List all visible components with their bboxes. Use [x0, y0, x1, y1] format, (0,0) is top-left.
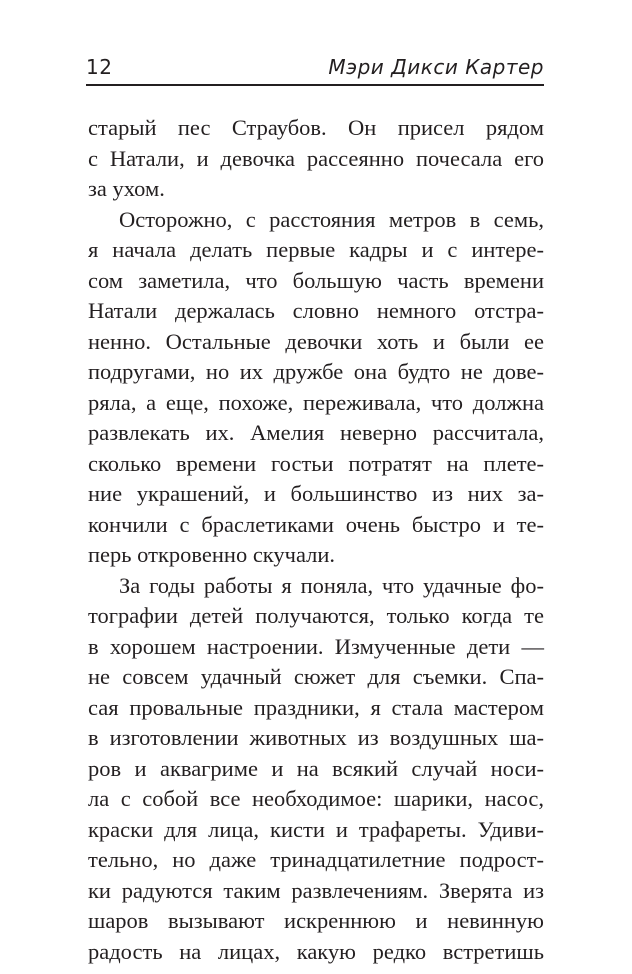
text-line: тографии детей получаются, только когда те: [88, 603, 544, 628]
text-line: сая провальные праздники, я стала мастером: [88, 694, 544, 720]
text-line: ла с собой все необходимое: шарики, насос,: [88, 786, 544, 811]
running-head-author: Мэри Дикси Картер: [328, 55, 544, 79]
text-line: развлекать их. Амелия неверно рассчитала,: [88, 420, 544, 445]
text-line: не совсем удачный сюжет для съемки. Спа-: [88, 664, 544, 689]
text-line: сколько времени гостьи потратят на плете-: [88, 450, 544, 476]
text-line: За годы работы я поняла, что удачные фо-: [119, 572, 544, 598]
text-line: ненно. Остальные девочки хоть и были ее: [88, 328, 544, 354]
text-line: кончили с браслетиками очень быстро и те-: [88, 511, 544, 537]
text-line: с Натали, и девочка рассеянно почесала его: [88, 145, 544, 171]
text-line: радость на лицах, какую редко встретишь: [88, 938, 544, 964]
text-line: в хорошем настроении. Измученные дети —: [88, 633, 544, 659]
text-line: Натали держалась словно немного отстра-: [88, 298, 544, 323]
text-line: ние украшений, и большинство из них за-: [88, 481, 544, 506]
text-line: подругами, но их дружбе она будто не дове-: [88, 359, 544, 384]
header-rule: [86, 84, 544, 86]
text-line: старый пес Страубов. Он присел рядом: [88, 115, 544, 140]
text-line: я начала делать первые кадры и с интере-: [88, 237, 544, 262]
text-line: шаров вызывают искреннюю и невинную: [88, 908, 544, 933]
text-line: сом заметила, что большую часть времени: [88, 267, 544, 293]
text-line: ряла, а еще, похоже, переживала, что должна: [88, 389, 544, 415]
text-line: тельно, но даже тринадцатилетние подрост-: [88, 847, 544, 872]
body-text: [88, 113, 544, 967]
page-number: 12: [86, 55, 113, 79]
text-line: ров и аквагриме и на всякий случай носи-: [88, 755, 544, 781]
text-line: краски для лица, кисти и трафареты. Удиви-: [88, 816, 544, 842]
page-header: [86, 52, 544, 86]
text-line: в изготовлении животных из воздушных ша-: [88, 725, 544, 750]
text-line: Осторожно, с расстояния метров в семь,: [119, 206, 544, 232]
text-line: перь откровенно скучали.: [88, 542, 336, 567]
text-line: ки радуются таким развлечениям. Зверята из: [88, 877, 544, 903]
text-line: за ухом.: [88, 176, 165, 201]
